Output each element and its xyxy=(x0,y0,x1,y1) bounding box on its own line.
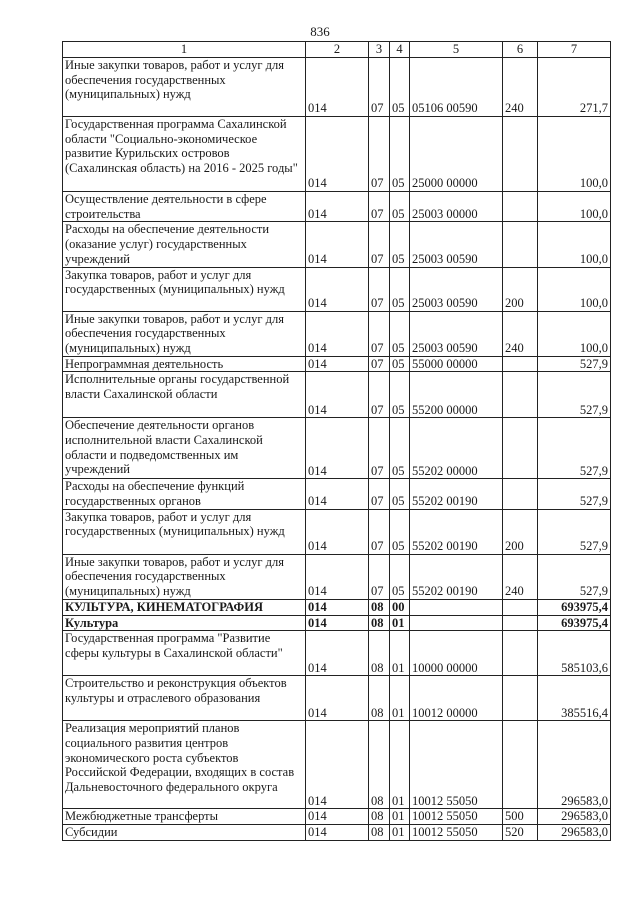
row-code-section: 08 xyxy=(369,599,390,615)
row-name: Обеспечение деятельности органов исполнительной власти Сахалинской области и подведомственных им учреждений xyxy=(63,418,306,479)
row-amount: 100,0 xyxy=(538,117,611,192)
row-name: Расходы на обеспечение деятельности (оказание услуг) государственных учреждений xyxy=(63,222,306,267)
row-amount: 100,0 xyxy=(538,192,611,222)
row-code-subsection: 05 xyxy=(390,509,410,554)
row-code-ministry: 014 xyxy=(306,809,369,825)
row-code-section: 08 xyxy=(369,615,390,631)
row-code-target: 10012 00000 xyxy=(410,676,503,721)
header-col-1: 1 xyxy=(63,42,306,58)
row-code-expense-type xyxy=(503,615,538,631)
row-name: Закупка товаров, работ и услуг для государственных (муниципальных) нужд xyxy=(63,509,306,554)
row-code-ministry: 014 xyxy=(306,117,369,192)
row-code-subsection: 00 xyxy=(390,599,410,615)
row-code-ministry: 014 xyxy=(306,509,369,554)
row-code-subsection: 05 xyxy=(390,356,410,372)
row-code-subsection: 05 xyxy=(390,192,410,222)
row-code-target: 55202 00190 xyxy=(410,509,503,554)
row-code-subsection: 01 xyxy=(390,615,410,631)
row-code-target: 55202 00190 xyxy=(410,479,503,509)
header-col-3: 3 xyxy=(369,42,390,58)
row-code-expense-type xyxy=(503,117,538,192)
row-amount: 100,0 xyxy=(538,311,611,356)
row-code-target: 55202 00000 xyxy=(410,418,503,479)
row-code-subsection: 05 xyxy=(390,554,410,599)
row-code-subsection: 05 xyxy=(390,267,410,311)
row-name: Государственная программа Сахалинской области "Социально-экономическое развитие Курильских островов (Сахалинская область) на 2016 - 2025 годы" xyxy=(63,117,306,192)
row-code-ministry: 014 xyxy=(306,356,369,372)
row-code-ministry: 014 xyxy=(306,58,369,117)
row-code-expense-type: 520 xyxy=(503,824,538,840)
row-code-expense-type: 200 xyxy=(503,509,538,554)
row-name: Иные закупки товаров, работ и услуг для обеспечения государственных (муниципальных) нужд xyxy=(63,554,306,599)
row-amount: 527,9 xyxy=(538,554,611,599)
row-name: Государственная программа "Развитие сферы культуры в Сахалинской области" xyxy=(63,631,306,676)
table-row xyxy=(63,418,611,479)
row-code-target: 55000 00000 xyxy=(410,356,503,372)
table-row xyxy=(63,192,611,222)
row-amount: 100,0 xyxy=(538,222,611,267)
row-name: КУЛЬТУРА, КИНЕМАТОГРАФИЯ xyxy=(63,599,306,615)
row-code-section: 07 xyxy=(369,117,390,192)
row-code-ministry: 014 xyxy=(306,222,369,267)
row-code-expense-type xyxy=(503,372,538,418)
row-code-target: 25003 00000 xyxy=(410,192,503,222)
row-code-section: 08 xyxy=(369,631,390,676)
row-code-target xyxy=(410,615,503,631)
row-code-ministry: 014 xyxy=(306,192,369,222)
row-name: Исполнительные органы государственной власти Сахалинской области xyxy=(63,372,306,418)
row-code-subsection: 01 xyxy=(390,809,410,825)
row-code-subsection: 01 xyxy=(390,721,410,809)
row-code-section: 07 xyxy=(369,311,390,356)
row-amount: 296583,0 xyxy=(538,721,611,809)
page-number: 836 xyxy=(310,24,330,39)
row-code-expense-type xyxy=(503,418,538,479)
row-name: Строительство и реконструкция объектов культуры и отраслевого образования xyxy=(63,676,306,721)
table-row xyxy=(63,824,611,840)
row-code-section: 07 xyxy=(369,418,390,479)
row-amount: 385516,4 xyxy=(538,676,611,721)
row-code-expense-type xyxy=(503,676,538,721)
row-code-ministry: 014 xyxy=(306,721,369,809)
row-code-target: 10000 00000 xyxy=(410,631,503,676)
row-code-subsection: 05 xyxy=(390,418,410,479)
row-code-subsection: 05 xyxy=(390,372,410,418)
row-code-expense-type xyxy=(503,479,538,509)
row-code-subsection: 05 xyxy=(390,222,410,267)
header-col-4: 4 xyxy=(390,42,410,58)
table-row xyxy=(63,311,611,356)
row-name: Межбюджетные трансферты xyxy=(63,809,306,825)
row-code-section: 07 xyxy=(369,356,390,372)
row-code-expense-type xyxy=(503,721,538,809)
row-amount: 527,9 xyxy=(538,356,611,372)
table-row xyxy=(63,509,611,554)
row-code-target: 25003 00590 xyxy=(410,267,503,311)
row-code-subsection: 01 xyxy=(390,676,410,721)
row-code-target xyxy=(410,599,503,615)
table-row xyxy=(63,809,611,825)
row-code-section: 07 xyxy=(369,479,390,509)
row-code-subsection: 01 xyxy=(390,824,410,840)
row-code-target: 55200 00000 xyxy=(410,372,503,418)
row-code-ministry: 014 xyxy=(306,676,369,721)
row-name: Реализация мероприятий планов социального развития центров экономического роста субъектов Российской Федерации, входящих в состав Дальневосточного федерального округа xyxy=(63,721,306,809)
row-code-ministry: 014 xyxy=(306,311,369,356)
row-code-expense-type xyxy=(503,356,538,372)
row-code-section: 07 xyxy=(369,222,390,267)
row-code-expense-type xyxy=(503,631,538,676)
row-code-ministry: 014 xyxy=(306,599,369,615)
row-name: Иные закупки товаров, работ и услуг для обеспечения государственных (муниципальных) нужд xyxy=(63,311,306,356)
table-row xyxy=(63,721,611,809)
row-name: Расходы на обеспечение функций государственных органов xyxy=(63,479,306,509)
header-row xyxy=(63,42,611,58)
row-name: Осуществление деятельности в сфере строительства xyxy=(63,192,306,222)
row-code-ministry: 014 xyxy=(306,267,369,311)
row-amount: 693975,4 xyxy=(538,599,611,615)
row-name: Закупка товаров, работ и услуг для государственных (муниципальных) нужд xyxy=(63,267,306,311)
table-row xyxy=(63,372,611,418)
header-col-6: 6 xyxy=(503,42,538,58)
header-col-2: 2 xyxy=(306,42,369,58)
row-code-target: 10012 55050 xyxy=(410,809,503,825)
row-code-section: 07 xyxy=(369,372,390,418)
row-code-section: 07 xyxy=(369,554,390,599)
row-name: Непрограммная деятельность xyxy=(63,356,306,372)
row-code-section: 08 xyxy=(369,824,390,840)
row-amount: 296583,0 xyxy=(538,809,611,825)
table-row xyxy=(63,615,611,631)
row-code-subsection: 05 xyxy=(390,479,410,509)
row-code-target: 25003 00590 xyxy=(410,311,503,356)
table-row xyxy=(63,479,611,509)
row-code-expense-type: 240 xyxy=(503,311,538,356)
row-code-section: 07 xyxy=(369,509,390,554)
row-code-section: 08 xyxy=(369,721,390,809)
header-col-5: 5 xyxy=(410,42,503,58)
row-code-expense-type xyxy=(503,599,538,615)
row-code-section: 08 xyxy=(369,809,390,825)
row-code-expense-type xyxy=(503,192,538,222)
row-name: Иные закупки товаров, работ и услуг для обеспечения государственных (муниципальных) нужд xyxy=(63,58,306,117)
row-code-section: 07 xyxy=(369,192,390,222)
row-amount: 271,7 xyxy=(538,58,611,117)
row-code-ministry: 014 xyxy=(306,372,369,418)
row-code-section: 08 xyxy=(369,676,390,721)
header-col-7: 7 xyxy=(538,42,611,58)
row-code-subsection: 01 xyxy=(390,631,410,676)
row-code-subsection: 05 xyxy=(390,117,410,192)
row-amount: 693975,4 xyxy=(538,615,611,631)
table-row xyxy=(63,356,611,372)
table-row xyxy=(63,554,611,599)
row-amount: 527,9 xyxy=(538,509,611,554)
row-code-target: 25000 00000 xyxy=(410,117,503,192)
row-code-expense-type: 240 xyxy=(503,554,538,599)
row-amount: 527,9 xyxy=(538,479,611,509)
budget-table xyxy=(62,41,611,841)
row-code-target: 10012 55050 xyxy=(410,721,503,809)
row-code-target: 05106 00590 xyxy=(410,58,503,117)
row-code-expense-type: 200 xyxy=(503,267,538,311)
row-amount: 100,0 xyxy=(538,267,611,311)
row-name: Субсидии xyxy=(63,824,306,840)
row-code-section: 07 xyxy=(369,267,390,311)
row-code-expense-type: 500 xyxy=(503,809,538,825)
row-code-expense-type xyxy=(503,222,538,267)
table-row xyxy=(63,599,611,615)
row-code-subsection: 05 xyxy=(390,58,410,117)
table-row xyxy=(63,117,611,192)
row-code-ministry: 014 xyxy=(306,554,369,599)
row-code-target: 10012 55050 xyxy=(410,824,503,840)
row-code-section: 07 xyxy=(369,58,390,117)
table-row xyxy=(63,267,611,311)
row-amount: 585103,6 xyxy=(538,631,611,676)
row-code-ministry: 014 xyxy=(306,631,369,676)
row-code-target: 55202 00190 xyxy=(410,554,503,599)
row-amount: 527,9 xyxy=(538,418,611,479)
row-code-target: 25003 00590 xyxy=(410,222,503,267)
row-code-subsection: 05 xyxy=(390,311,410,356)
table-row xyxy=(63,631,611,676)
row-amount: 296583,0 xyxy=(538,824,611,840)
row-code-ministry: 014 xyxy=(306,615,369,631)
row-name: Культура xyxy=(63,615,306,631)
table-row xyxy=(63,58,611,117)
row-code-expense-type: 240 xyxy=(503,58,538,117)
table-row xyxy=(63,676,611,721)
row-code-ministry: 014 xyxy=(306,418,369,479)
row-code-ministry: 014 xyxy=(306,824,369,840)
row-code-ministry: 014 xyxy=(306,479,369,509)
table-row xyxy=(63,222,611,267)
row-amount: 527,9 xyxy=(538,372,611,418)
